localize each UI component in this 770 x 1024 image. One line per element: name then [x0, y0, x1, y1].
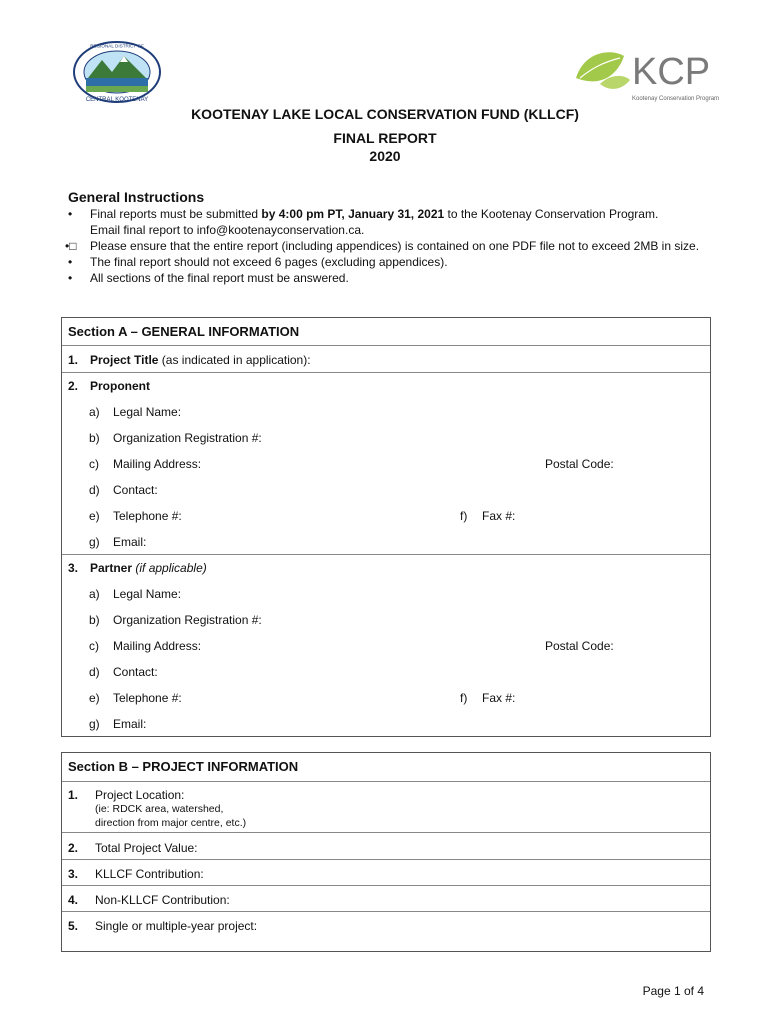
contact-label: Contact:	[113, 483, 158, 497]
instruction-item	[68, 254, 748, 270]
instruction-text: Please ensure that the entire report (including appendices) is contained on one PDF file not to exceed 2MB in size.	[90, 239, 700, 253]
instruction-text: Final reports must be submitted	[90, 207, 262, 221]
rdck-logo-bottom-text: CENTRAL KOOTENAY	[85, 97, 149, 103]
section-a	[61, 317, 711, 737]
kcp-logo	[570, 44, 730, 108]
section-a-header: Section A – GENERAL INFORMATION	[62, 318, 710, 346]
postal-code-label: Postal Code:	[545, 639, 614, 653]
instruction-text: All sections of the final report must be answered.	[90, 271, 349, 285]
telephone-label: Telephone #:	[113, 691, 182, 705]
section-b-header: Section B – PROJECT INFORMATION	[62, 753, 710, 782]
divider	[62, 372, 710, 373]
question-number: 3.	[68, 867, 79, 881]
divider	[62, 554, 710, 555]
mailing-address-label: Mailing Address:	[113, 457, 202, 471]
contact-label: Contact:	[113, 665, 158, 679]
telephone-label: Telephone #:	[113, 509, 182, 523]
document-subtitle: FINAL REPORT	[333, 130, 437, 146]
field-letter: c)	[89, 457, 99, 471]
registration-label: Organization Registration #:	[113, 613, 262, 627]
legal-name-label: Legal Name:	[113, 405, 182, 419]
field-letter: e)	[89, 691, 100, 705]
project-location-note: (ie: RDCK area, watershed,	[95, 803, 224, 815]
divider	[62, 832, 710, 833]
rdck-logo-top-text: REGIONAL DISTRICT OF	[90, 43, 144, 49]
field-letter: g)	[89, 717, 100, 731]
project-location-note: direction from major centre, etc.)	[95, 817, 247, 829]
instruction-item	[65, 238, 748, 254]
field-letter: f)	[460, 509, 468, 523]
field-letter: f)	[460, 691, 468, 705]
instruction-item	[68, 270, 748, 286]
field-letter: g)	[89, 535, 100, 549]
instruction-item	[68, 206, 748, 238]
question-number: 1.	[68, 353, 79, 367]
divider	[62, 885, 710, 886]
legal-name-label: Legal Name:	[113, 587, 182, 601]
divider	[62, 911, 710, 912]
email-label: Email:	[113, 717, 147, 731]
question-number: 3.	[68, 561, 79, 575]
non-kllcf-contribution-label: Non-KLLCF Contribution:	[95, 893, 230, 907]
bullet-checkbox: •□	[65, 239, 77, 253]
project-title-label: Project Title	[90, 353, 159, 367]
instructions-heading: General Instructions	[68, 189, 205, 205]
postal-code-label: Postal Code:	[545, 457, 614, 471]
field-letter: d)	[89, 483, 100, 497]
field-letter: b)	[89, 431, 100, 445]
document-year: 2020	[369, 148, 401, 164]
email-label: Email:	[113, 535, 147, 549]
instruction-email-text: Email final report to info@kootenayconservation.ca.	[90, 223, 365, 237]
mailing-address-label: Mailing Address:	[113, 639, 202, 653]
field-letter: b)	[89, 613, 100, 627]
question-number: 2.	[68, 379, 79, 393]
page-number: Page 1 of 4	[642, 984, 704, 998]
bullet: •	[68, 271, 73, 285]
section-b	[61, 752, 711, 952]
question-number: 1.	[68, 788, 79, 802]
rdck-logo	[72, 40, 162, 104]
question-number: 4.	[68, 893, 79, 907]
kllcf-contribution-label: KLLCF Contribution:	[95, 867, 204, 881]
field-letter: e)	[89, 509, 100, 523]
instruction-deadline: by 4:00 pm PT, January 31, 2021	[261, 207, 445, 221]
registration-label: Organization Registration #:	[113, 431, 262, 445]
kcp-logo-letters: KCP	[632, 51, 711, 93]
instruction-text: to the Kootenay Conservation Program.	[444, 207, 659, 221]
project-title-note: (as indicated in application):	[158, 353, 311, 367]
instructions-list	[65, 206, 748, 286]
divider	[62, 859, 710, 860]
total-project-value-label: Total Project Value:	[95, 841, 198, 855]
field-letter: a)	[89, 587, 100, 601]
instruction-text: The final report should not exceed 6 pages (excluding appendices).	[90, 255, 448, 269]
question-number: 5.	[68, 919, 79, 933]
project-duration-label: Single or multiple-year project:	[95, 919, 258, 933]
bullet: •	[68, 207, 73, 221]
field-letter: a)	[89, 405, 100, 419]
question-number: 2.	[68, 841, 79, 855]
bullet: •	[68, 255, 73, 269]
partner-note: (if applicable)	[132, 561, 207, 575]
document-title: KOOTENAY LAKE LOCAL CONSERVATION FUND (KLLCF)	[191, 106, 579, 122]
partner-label: Partner	[90, 561, 133, 575]
field-letter: c)	[89, 639, 99, 653]
fax-label: Fax #:	[482, 509, 516, 523]
proponent-label: Proponent	[90, 379, 150, 393]
project-location-label: Project Location:	[95, 788, 185, 802]
fax-label: Fax #:	[482, 691, 516, 705]
field-letter: d)	[89, 665, 100, 679]
kcp-logo-caption: Kootenay Conservation Program	[632, 96, 720, 102]
